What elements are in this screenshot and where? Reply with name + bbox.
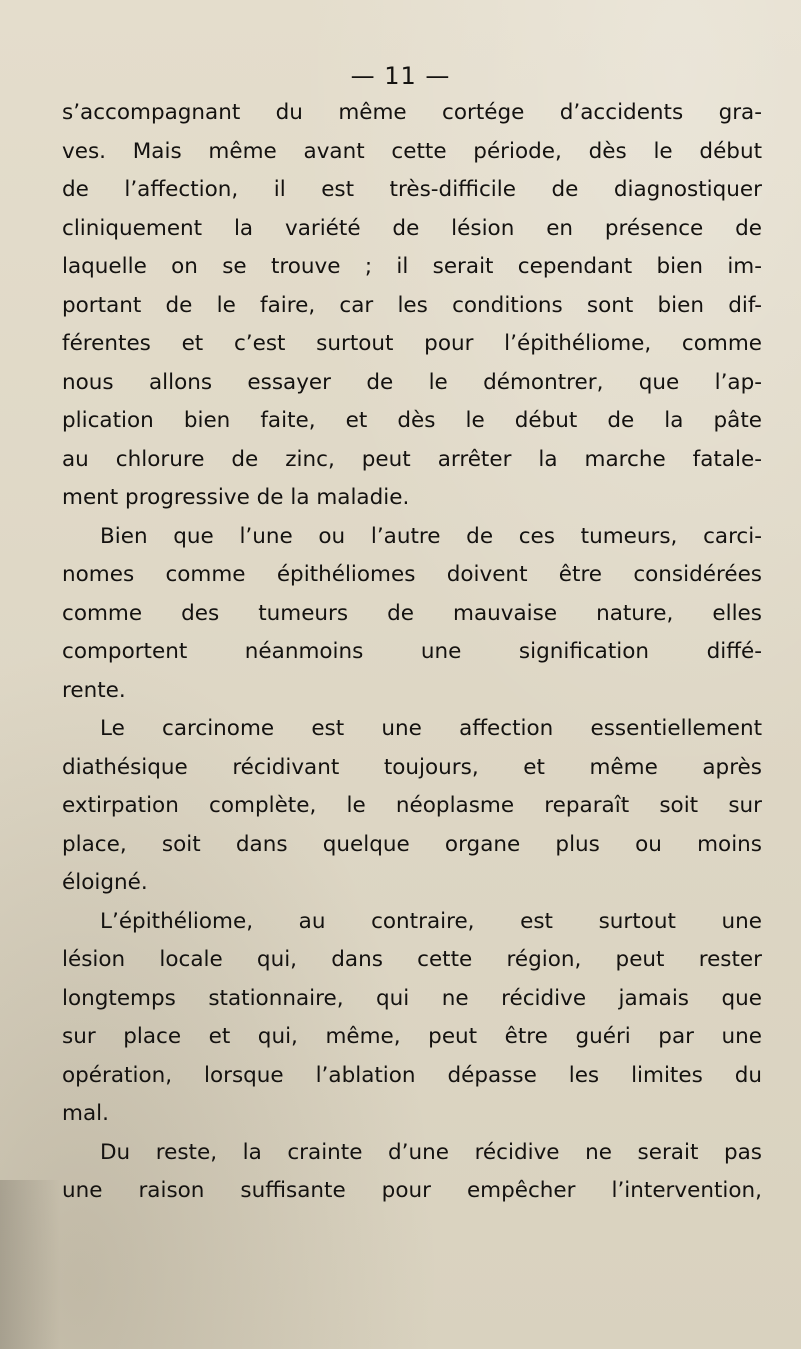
text-line: de l’affection, il est très-difficile de diagnostiquer [62,177,762,202]
text-line: une raison suffisante pour empêcher l’intervention, [62,1178,762,1203]
text-line: nomes comme épithéliomes doivent être considérées [62,562,762,587]
paragraph-4 [62,903,762,1134]
body-text [62,94,762,1211]
text-line: diathésique récidivant toujours, et même après [62,754,762,780]
paragraph-1 [62,94,762,518]
text-line: mal. [62,1101,109,1126]
text-line: lésion locale qui, dans cette région, peut rester [62,947,762,972]
scan-edge-shadow [0,1180,60,1349]
text-line: comportent néanmoins une signification diffé- [62,639,762,664]
text-line: éloigné. [62,870,148,895]
text-line: nous allons essayer de le démontrer, que l’ap- [62,369,762,395]
text-line: longtemps stationnaire, qui ne récidive jamais que [62,985,762,1011]
text-line: Bien que l’une ou l’autre de ces tumeurs, carci- [100,523,762,549]
text-line: comme des tumeurs de mauvaise nature, elles [62,600,762,626]
text-line: portant de le faire, car les conditions sont bien dif- [62,292,762,318]
paragraph-3 [62,710,762,903]
text-line: opération, lorsque l’ablation dépasse les limites du [62,1062,762,1088]
text-line: cliniquement la variété de lésion en présence de [62,215,762,241]
paragraph-5 [62,1134,762,1211]
paragraph-2 [62,518,762,711]
text-line: laquelle on se trouve ; il serait cependant bien im- [62,254,762,279]
page-number: — 11 — [350,62,451,90]
text-line: Du reste, la crainte d’une récidive ne serait pas [100,1139,762,1165]
text-line: au chlorure de zinc, peut arrêter la marche fatale- [62,446,762,472]
text-line: L’épithéliome, au contraire, est surtout une [100,908,762,934]
text-line: férentes et c’est surtout pour l’épithéliome, comme [62,331,762,356]
text-line: s’accompagnant du même cortége d’accidents gra- [62,100,762,125]
text-line: extirpation complète, le néoplasme reparaît soit sur [62,793,762,818]
text-line: plication bien faite, et dès le début de la pâte [62,408,762,433]
text-line: rente. [62,677,126,703]
text-line: place, soit dans quelque organe plus ou moins [62,831,762,857]
text-line: sur place et qui, même, peut être guéri par une [62,1024,762,1049]
text-line: ves. Mais même avant cette période, dès le début [62,138,762,164]
text-line: ment progressive de la maladie. [62,485,410,510]
text-line: Le carcinome est une affection essentiellement [100,716,762,741]
